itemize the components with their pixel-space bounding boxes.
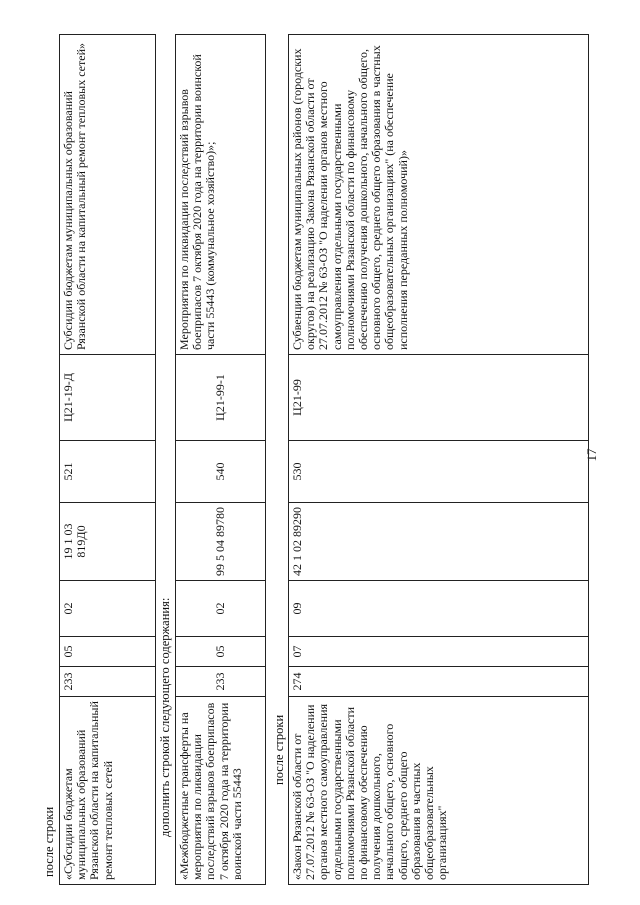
cell-expense-type: 530	[289, 441, 589, 503]
cell-code: 233	[176, 667, 266, 697]
page-number: 17	[584, 448, 599, 462]
cell-target-article: 19 1 03 819Д0	[60, 503, 156, 581]
caption-after-row: после строки	[42, 806, 56, 877]
cell-code: 274	[289, 667, 589, 697]
table-row	[176, 35, 266, 885]
cell-subsection: 02	[60, 581, 156, 637]
cell-section: 05	[60, 637, 156, 667]
cell-description: Мероприятия по ликвидации последствий взрывов боеприпасов 7 октября 2020 года на территории воинской части 55443 (коммунальное хозяйство)»;	[176, 35, 266, 355]
cell-name: «Субсидии бюджетам муниципальных образований Рязанской области на капитальный ремонт тепловых сетей	[60, 697, 156, 885]
cell-subsection: 09	[289, 581, 589, 637]
cell-name: «Межбюджетные трансферты на мероприятия по ликвидации последствий взрывов боеприпасов 7 октября 2020 года на территории воинской части 55443	[176, 697, 266, 885]
caption-add-row: дополнить строкой следующего содержания:	[158, 597, 172, 837]
cell-target-article: 42 1 02 89290	[289, 503, 589, 581]
cell-section: 05	[176, 637, 266, 667]
cell-purpose-code: Ц21-19-Д	[60, 355, 156, 441]
cell-expense-type: 521	[60, 441, 156, 503]
table-original-row	[59, 34, 156, 885]
table-row	[60, 35, 156, 885]
caption-after-row: после строки	[272, 714, 286, 785]
cell-expense-type: 540	[176, 441, 266, 503]
cell-purpose-code: Ц21-99-1	[176, 355, 266, 441]
cell-name: «Закон Рязанской области от 27.07.2012 № 63-ОЗ "О наделении органов местного самоуправления отдельными государственными полномочиями Рязанской области по финансовому обеспечению получения дошкольного, начального общего, основного общего, среднего общего образования в частных общеобразовательных организациях"	[289, 697, 589, 885]
document-page	[22, 20, 622, 885]
cell-purpose-code: Ц21-99	[289, 355, 589, 441]
cell-code: 233	[60, 667, 156, 697]
cell-section: 07	[289, 637, 589, 667]
cell-subsection: 02	[176, 581, 266, 637]
table-added-row	[175, 34, 266, 885]
cell-target-article: 99 5 04 89780	[176, 503, 266, 581]
table-original-row	[288, 34, 589, 885]
cell-description: Субсидии бюджетам муниципальных образований Рязанской области на капитальный ремонт тепловых сетей»	[60, 35, 156, 355]
table-row	[289, 35, 589, 885]
cell-description: Субвенции бюджетам муниципальных районов (городских округов) на реализацию Закона Рязанской области от 27.07.2012 № 63-ОЗ "О наделении органов местного самоуправления отдельными государственными полномочиями Рязанской области по финансовому обеспечению получения дошкольного, начального общего, основного общего, среднего общего образования в частных общеобразовательных организациях" (на обеспечение исполнения переданных полномочий)»	[289, 35, 589, 355]
